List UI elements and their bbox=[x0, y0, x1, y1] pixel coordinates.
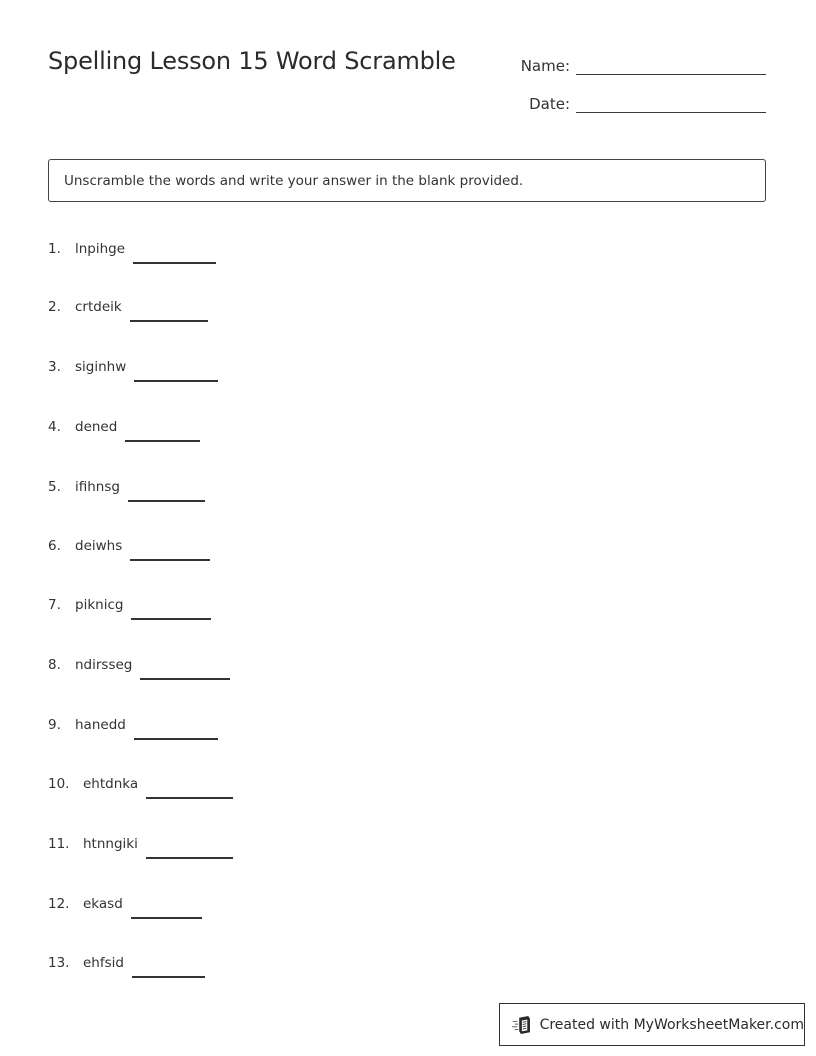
page-title: Spelling Lesson 15 Word Scramble bbox=[48, 47, 456, 75]
question-number: 4. bbox=[48, 419, 61, 435]
question-item bbox=[48, 537, 210, 555]
question-number: 2. bbox=[48, 299, 61, 315]
answer-blank[interactable] bbox=[146, 787, 233, 799]
instructions-text: Unscramble the words and write your answer in the blank provided. bbox=[64, 172, 524, 189]
answer-blank[interactable] bbox=[128, 490, 205, 502]
name-field-row bbox=[500, 52, 766, 75]
answer-blank[interactable] bbox=[134, 370, 218, 382]
question-number: 8. bbox=[48, 657, 61, 673]
answer-blank[interactable] bbox=[125, 430, 200, 442]
scrambled-word: siginhw bbox=[75, 359, 127, 375]
question-number: 12. bbox=[48, 896, 70, 912]
answer-blank[interactable] bbox=[134, 728, 218, 740]
scrambled-word: ndirsseg bbox=[75, 657, 133, 673]
question-item bbox=[48, 240, 216, 258]
question-number: 7. bbox=[48, 597, 61, 613]
question-number: 10. bbox=[48, 776, 70, 792]
date-field-row bbox=[500, 90, 766, 113]
answer-blank[interactable] bbox=[131, 907, 202, 919]
question-number: 5. bbox=[48, 479, 61, 495]
question-item bbox=[48, 954, 205, 972]
question-number: 6. bbox=[48, 538, 61, 554]
question-item bbox=[48, 418, 200, 436]
scrambled-word: piknicg bbox=[75, 597, 124, 613]
answer-blank[interactable] bbox=[132, 966, 205, 978]
question-item bbox=[48, 656, 230, 674]
scrambled-word: deiwhs bbox=[75, 538, 123, 554]
question-item bbox=[48, 716, 218, 734]
question-number: 9. bbox=[48, 717, 61, 733]
question-item bbox=[48, 835, 233, 853]
question-number: 1. bbox=[48, 241, 61, 257]
question-item bbox=[48, 298, 208, 316]
answer-blank[interactable] bbox=[146, 847, 233, 859]
name-field[interactable] bbox=[576, 52, 766, 75]
footer-text: Created with MyWorksheetMaker.com bbox=[539, 1016, 804, 1033]
question-item bbox=[48, 596, 211, 614]
question-number: 3. bbox=[48, 359, 61, 375]
scrambled-word: hanedd bbox=[75, 717, 126, 733]
question-item bbox=[48, 358, 218, 376]
answer-blank[interactable] bbox=[130, 549, 210, 561]
answer-blank[interactable] bbox=[131, 608, 211, 620]
answer-blank[interactable] bbox=[130, 310, 208, 322]
question-item bbox=[48, 478, 205, 496]
footer-badge[interactable] bbox=[499, 1003, 805, 1046]
question-number: 13. bbox=[48, 955, 70, 971]
scrambled-word: ifihnsg bbox=[75, 479, 120, 495]
date-field[interactable] bbox=[576, 90, 766, 113]
answer-blank[interactable] bbox=[140, 668, 230, 680]
answer-blank[interactable] bbox=[133, 252, 216, 264]
scrambled-word: ehfsid bbox=[83, 955, 124, 971]
date-label: Date: bbox=[529, 95, 570, 113]
scrambled-word: htnngiki bbox=[83, 836, 138, 852]
question-item bbox=[48, 775, 233, 793]
scrambled-word: ehtdnka bbox=[83, 776, 139, 792]
name-label: Name: bbox=[520, 57, 570, 75]
scrambled-word: dened bbox=[75, 419, 118, 435]
question-number: 11. bbox=[48, 836, 70, 852]
question-item bbox=[48, 895, 202, 913]
scrambled-word: crtdeik bbox=[75, 299, 122, 315]
worksheet-maker-logo-icon bbox=[512, 1014, 534, 1036]
scrambled-word: ekasd bbox=[83, 896, 123, 912]
instructions-box bbox=[48, 159, 766, 202]
scrambled-word: lnpihge bbox=[75, 241, 126, 257]
